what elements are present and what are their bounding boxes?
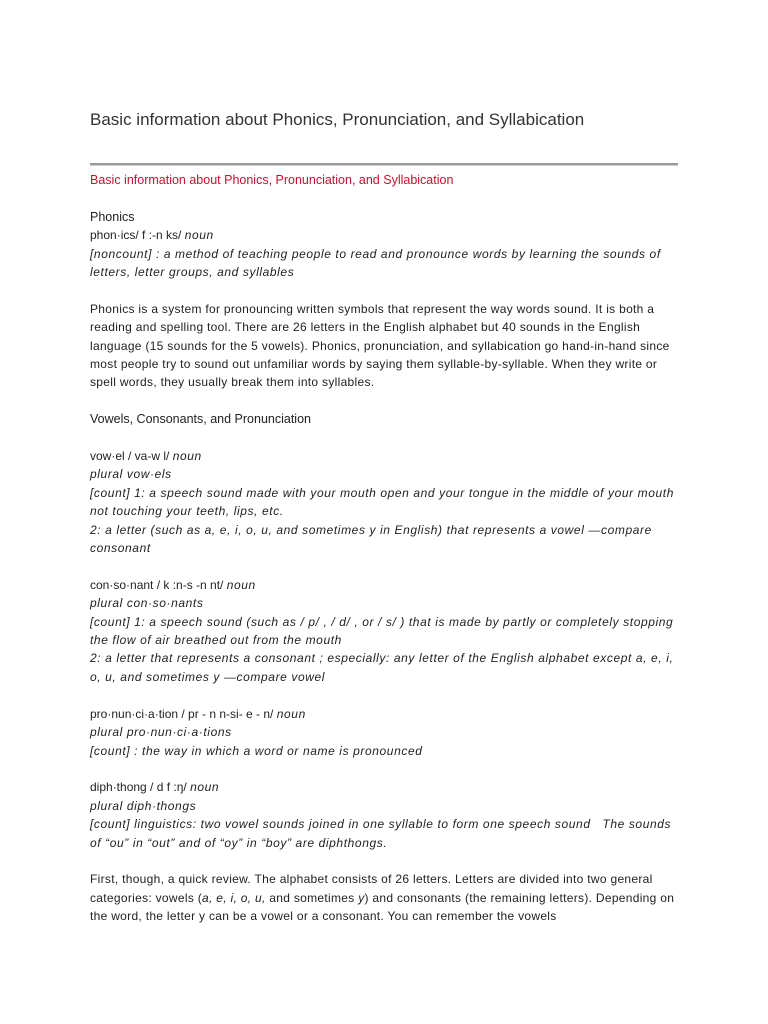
vowel-entry-line [90, 447, 682, 465]
phonics-definition: [noncount] : a method of teaching people to read and pronounce words by learning the sounds of letters, letter groups, and syllables [90, 246, 661, 280]
intro-paragraph: Phonics is a system for pronouncing written symbols that represent the way words sound. It is both a reading and spelling tool. There are 26 letters in the English alphabet but 40 sounds in the English language (15 sounds for the 5 vowels). Phonics, pronunciation, and syllabication go hand-in-hand since most people try to sound out unfamiliar words by saying them syllable-by-syllable. When they write or spell words, they usually break them into syllables. [90, 301, 670, 390]
vowel-def2-y: y [369, 522, 377, 537]
vowels-consonants-heading: Vowels, Consonants, and Pronunciation [90, 412, 311, 427]
document-title: Basic information about Phonics, Pronunciation, and Syllabication [90, 110, 585, 129]
pronunciation-definition: [count] : the way in which a word or name is pronounced [90, 743, 423, 758]
vowel-plural: plural vow·els [90, 467, 172, 482]
pronunciation-entry-line [90, 705, 682, 723]
consonant-def2-part-c: —compare vowel [223, 669, 326, 684]
vowel-definition-1: [count] 1: a speech sound made with your mouth open and your tongue in the middle of your mouth not touching your teeth, lips, etc. [90, 485, 674, 519]
consonant-definition-2 [90, 649, 682, 686]
document-body [90, 171, 682, 926]
phonics-entry-line [90, 226, 682, 244]
diphthong-pos: noun [190, 780, 220, 795]
review-vowels: a, e, i, o, u, [202, 890, 266, 905]
diphthong-def-part-a: [count] linguistics: two vowel sounds joined in one syllable to form one speech sound [90, 817, 591, 832]
pronunciation-headword: pro·nun·ci·a·tion / pr - n n-si- e - n/ [90, 706, 274, 721]
vowel-def2-part-c: in English) that represents a vowel —compare consonant [90, 522, 652, 556]
consonant-plural: plural con·so·nants [90, 596, 204, 611]
consonant-def2-part-b: and sometimes [120, 669, 210, 684]
consonant-pos: noun [226, 577, 256, 592]
vowel-def2-part-b: and sometimes [276, 522, 366, 537]
consonant-definition-1: [count] 1: a speech sound (such as / p/ , / d/ , or / s/ ) that is made by partly or completely stopping the flow of air breathed out from the mouth [90, 614, 674, 648]
title-divider [90, 163, 678, 166]
consonant-def2-y: y [213, 669, 221, 684]
consonant-def2-letters: a, e, i, o, u, [90, 651, 674, 684]
consonant-entry-line [90, 576, 682, 594]
diphthong-entry-line [90, 778, 682, 796]
consonant-def2-part-a: 2: a letter that represents a consonant ; especially: any letter of the English alphabet except [90, 651, 632, 666]
phonics-headword: phon·ics/ f :-n ks/ [90, 228, 182, 243]
review-paragraph [90, 870, 682, 925]
vowel-pos: noun [172, 449, 202, 464]
review-part-3: ) and consonants (the remaining letters). Depending on the word, the letter y can be a vowel or a consonant. You can remember the vowels [90, 890, 675, 924]
diphthong-headword: diph·thong / d f :ŋ/ [90, 780, 187, 795]
consonant-headword: con·so·nant / k :n-s -n nt/ [90, 577, 224, 592]
pronunciation-plural: plural pro·nun·ci·a·tions [90, 725, 232, 740]
vowel-def2-letters: a, e, i, o, u, [204, 522, 273, 537]
review-part-1: First, though, a quick review. The alphabet consists of 26 letters. Letters are divided into two general categories: vowels ( [90, 872, 653, 905]
review-part-2: and sometimes [269, 890, 355, 905]
diphthong-definition [90, 815, 682, 852]
section-heading: Basic information about Phonics, Pronunciation, and Syllabication [90, 173, 454, 187]
diphthong-plural: plural diph·thongs [90, 798, 197, 813]
phonics-pos: noun [184, 228, 214, 243]
vowel-definition-2 [90, 521, 682, 558]
pronunciation-pos: noun [276, 706, 306, 721]
review-y: y [358, 890, 365, 905]
vowel-headword: vow·el / va-w l/ [90, 449, 170, 464]
diphthong-example: The sounds of “ou” in “out” and of “oy” in “boy” are diphthongs. [90, 817, 672, 850]
phonics-heading: Phonics [90, 209, 135, 224]
vowel-def2-part-a: 2: a letter (such as [90, 522, 201, 537]
